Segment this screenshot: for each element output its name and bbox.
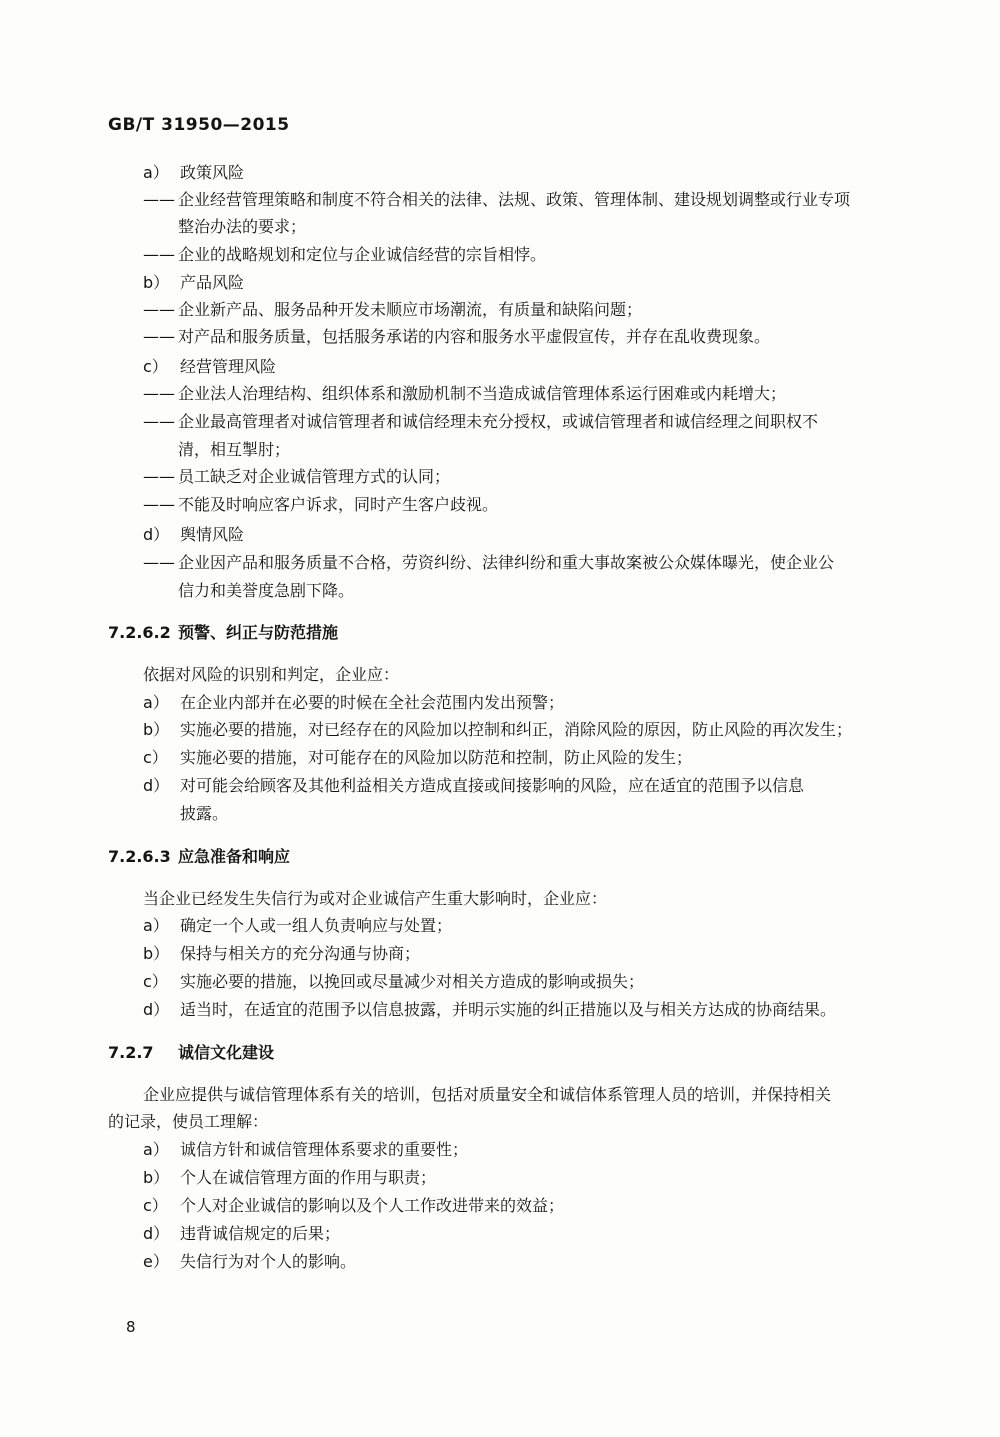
list-item-b-risk [143, 272, 244, 294]
list-marker: e） [143, 1252, 169, 1271]
dash-item-line [143, 411, 818, 433]
em-dash: —— [143, 412, 175, 431]
dash-item-line [143, 326, 770, 348]
list-marker: b） [143, 944, 170, 963]
list-item-text: 对可能会给顾客及其他利益相关方造成直接或间接影响的风险，应在适宜的范围予以信息 [180, 776, 805, 795]
section-title: 预警、纠正与防范措施 [178, 623, 339, 642]
list-item [143, 1223, 340, 1245]
section-number: 7.2.7 [108, 1043, 154, 1062]
list-item-title: 舆情风险 [180, 525, 245, 544]
dash-item-line [143, 299, 642, 321]
list-item-text: 在企业内部并在必要的时候在全社会范围内发出预警； [180, 693, 565, 712]
section-number: 7.2.6.3 [108, 847, 171, 866]
list-item [143, 1139, 468, 1161]
paragraph-continuation: 的记录，使员工理解： [108, 1112, 269, 1131]
list-item-title: 产品风险 [180, 273, 245, 292]
dash-item-text: 企业新产品、服务品种开发未顺应市场潮流，有质量和缺陷问题； [178, 300, 643, 319]
dash-item-continuation: 信力和美誉度急剧下降。 [178, 581, 355, 600]
list-item-d-risk [143, 524, 244, 546]
list-marker: a） [143, 916, 169, 935]
em-dash: —— [143, 327, 175, 346]
list-item-text: 诚信方针和诚信管理体系要求的重要性； [180, 1140, 469, 1159]
dash-item-line [143, 189, 850, 211]
list-item-text: 违背诚信规定的后果； [180, 1224, 341, 1243]
dash-item-text: 企业法人治理结构、组织体系和激励机制不当造成诚信管理体系运行困难或内耗增大； [178, 384, 787, 403]
list-marker: c） [143, 1196, 168, 1215]
dash-item-line [143, 244, 546, 266]
list-item [143, 999, 836, 1021]
list-item [143, 971, 644, 993]
list-item [143, 1195, 564, 1217]
list-item-text: 个人对企业诚信的影响以及个人工作改进带来的效益； [180, 1196, 565, 1215]
em-dash: —— [143, 553, 175, 572]
list-marker: a） [143, 693, 169, 712]
list-item-text: 实施必要的措施，对可能存在的风险加以防范和控制，防止风险的发生； [180, 748, 693, 767]
list-item-title: 政策风险 [180, 163, 245, 182]
list-item-text: 确定一个人或一组人负责响应与处置； [180, 916, 453, 935]
section-heading-7-2-6-3 [108, 846, 290, 868]
list-item [143, 775, 804, 797]
list-marker: c） [143, 748, 168, 767]
list-item-text: 失信行为对个人的影响。 [180, 1252, 357, 1271]
paragraph: 当企业已经发生失信行为或对企业诚信产生重大影响时，企业应： [143, 889, 608, 908]
list-item-text: 适当时，在适宜的范围予以信息披露，并明示实施的纠正措施以及与相关方达成的协商结果。 [180, 1000, 837, 1019]
list-marker: b） [143, 720, 170, 739]
page-number: 8 [126, 1318, 136, 1336]
em-dash: —— [143, 245, 175, 264]
list-item [143, 915, 452, 937]
em-dash: —— [143, 384, 175, 403]
document-standard-number: GB/T 31950—2015 [108, 115, 290, 135]
list-marker: c） [143, 972, 168, 991]
list-item-c-risk [143, 356, 276, 378]
dash-item-text: 不能及时响应客户诉求，同时产生客户歧视。 [178, 495, 499, 514]
section-heading-7-2-7 [108, 1042, 274, 1064]
dash-item-text: 企业因产品和服务质量不合格，劳资纠纷、法律纠纷和重大事故案被公众媒体曝光，使企业公 [178, 553, 835, 572]
list-item [143, 943, 420, 965]
dash-item-text: 员工缺乏对企业诚信管理方式的认同； [178, 467, 451, 486]
em-dash: —— [143, 300, 175, 319]
list-item-title: 经营管理风险 [180, 357, 277, 376]
list-marker: b） [143, 273, 170, 292]
em-dash: —— [143, 467, 175, 486]
list-item-continuation: 披露。 [180, 804, 229, 823]
list-item [143, 1251, 356, 1273]
list-item-text: 实施必要的措施，对已经存在的风险加以控制和纠正，消除风险的原因，防止风险的再次发生； [180, 720, 853, 739]
list-item-text: 保持与相关方的充分沟通与协商； [180, 944, 421, 963]
list-marker: d） [143, 1000, 170, 1019]
paragraph: 依据对风险的识别和判定，企业应： [143, 665, 400, 684]
list-marker: b） [143, 1168, 170, 1187]
list-item-a-risk [143, 162, 244, 184]
list-item [143, 692, 564, 714]
dash-item-line [143, 466, 450, 488]
section-title: 诚信文化建设 [178, 1043, 275, 1062]
dash-item-continuation: 整治办法的要求； [178, 217, 307, 236]
list-item [143, 719, 852, 741]
dash-item-text: 企业经营管理策略和制度不符合相关的法律、法规、政策、管理体制、建设规划调整或行业专项 [178, 190, 851, 209]
list-marker: d） [143, 776, 170, 795]
em-dash: —— [143, 495, 175, 514]
list-item [143, 1167, 436, 1189]
section-number: 7.2.6.2 [108, 623, 171, 642]
section-heading-7-2-6-2 [108, 622, 338, 644]
list-marker: d） [143, 525, 170, 544]
list-marker: c） [143, 357, 168, 376]
list-marker: d） [143, 1224, 170, 1243]
dash-item-continuation: 清，相互掣肘； [178, 440, 291, 459]
em-dash: —— [143, 190, 175, 209]
dash-item-line [143, 494, 498, 516]
dash-item-line [143, 552, 834, 574]
list-marker: a） [143, 1140, 169, 1159]
list-item-text: 个人在诚信管理方面的作用与职责； [180, 1168, 437, 1187]
list-marker: a） [143, 163, 169, 182]
dash-item-text: 企业最高管理者对诚信管理者和诚信经理未充分授权，或诚信管理者和诚信经理之间职权不 [178, 412, 819, 431]
dash-item-text: 对产品和服务质量，包括服务承诺的内容和服务水平虚假宣传，并存在乱收费现象。 [178, 327, 771, 346]
dash-item-line [143, 383, 786, 405]
list-item-text: 实施必要的措施，以挽回或尽量减少对相关方造成的影响或损失； [180, 972, 645, 991]
dash-item-text: 企业的战略规划和定位与企业诚信经营的宗旨相悖。 [178, 245, 547, 264]
paragraph-line: 企业应提供与诚信管理体系有关的培训，包括对质量安全和诚信体系管理人员的培训，并保持相关 [143, 1085, 832, 1104]
list-item [143, 747, 692, 769]
section-title: 应急准备和响应 [178, 847, 291, 866]
